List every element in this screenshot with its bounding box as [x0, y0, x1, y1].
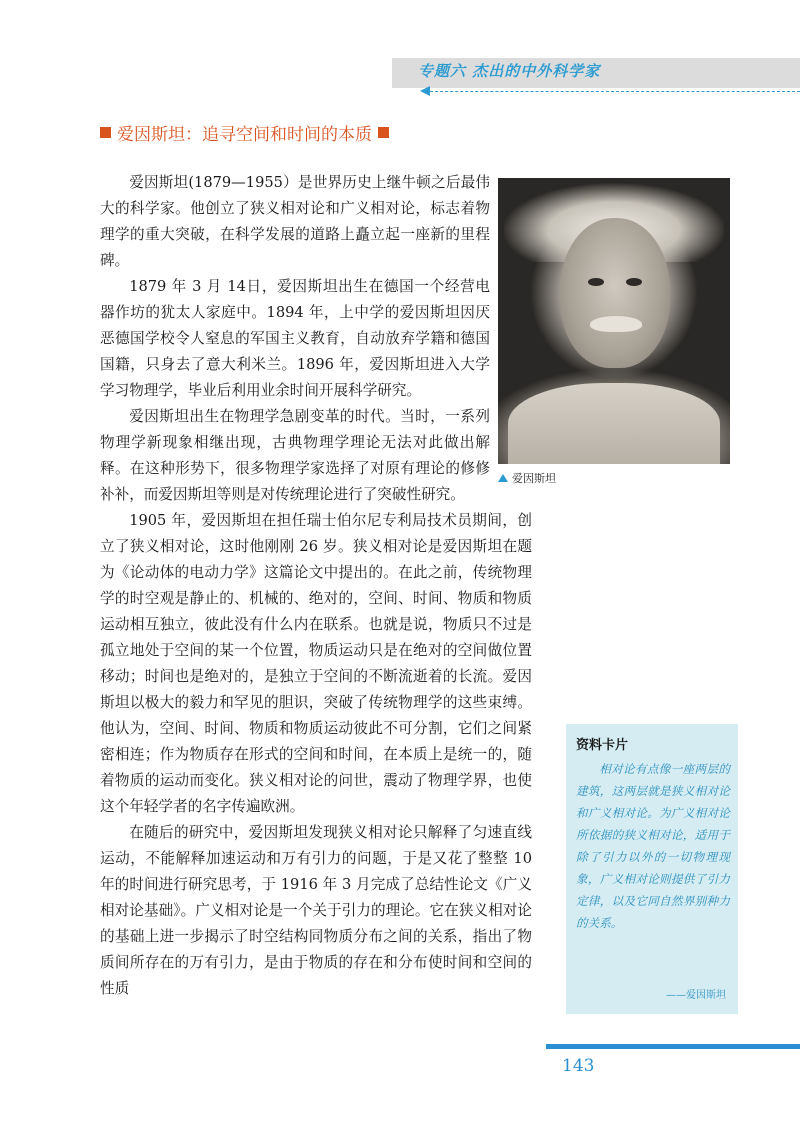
figure-caption-text: 爱因斯坦	[512, 472, 556, 485]
info-card-text: 相对论有点像一座两层的建筑，这两层就是狭义相对论和广义相对论。为广义相对论所依据的狭义相对论，适用于除了引力以外的一切物理现象，广义相对论则提供了引力定律，以及它同自然界别种力的关系。	[576, 762, 730, 930]
paragraph: 爱因斯坦(1879—1955）是世界历史上继牛顿之后最伟大的科学家。他创立了狭义相对论和广义相对论，标志着物理学的重大突破，在科学发展的道路上矗立起一座新的里程碑。	[100, 174, 490, 269]
article-body	[100, 170, 532, 1002]
header-rule	[430, 91, 800, 92]
paragraph: 1879 年 3 月 14日，爱因斯坦出生在德国一个经营电器作坊的犹太人家庭中。1894 年，上中学的爱因斯坦因厌恶德国学校令人窒息的军国主义教育，自动放弃学籍和德国国籍，只身去了意大利米兰。1896 年，爱因斯坦进入大学学习物理学，毕业后利用业余时间开展科学研究。	[100, 278, 490, 399]
page-number: 143	[562, 1056, 595, 1076]
paragraph: 1905 年，爱因斯坦在担任瑞士伯尔尼专利局技术员期间，创立了狭义相对论，这时他刚刚 26 岁。狭义相对论是爱因斯坦在题为《论动体的电动力学》这篇论文中提出的。在此之前，传统物理学的时空观是静止的、机械的、绝对的，空间、时间、物质和物质运动相互独立，彼此没有什么内在联系。也就是说，物质只不过是孤立地处于空间的某一个位置，物质运动只是在绝对的空间做位置移动；时间也是绝对的，是独立于空间的不断流逝着的长流。爱因斯坦以极大的毅力和罕见的胆识，突破了传统物理学的这些束缚。他认为，空间、时间、物质和物质运动彼此不可分割，它们之间紧密相连；作为物质存在形式的空间和时间，在本质上是统一的，随着物质的运动而变化。狭义相对论的问世，震动了物理学界，也使这个年轻学者的名字传遍欧洲。	[100, 512, 532, 815]
info-card	[566, 724, 738, 1014]
photo-eye	[626, 278, 642, 286]
running-header: 专题六 杰出的中外科学家	[418, 62, 601, 80]
square-bullet-icon	[100, 127, 111, 138]
section-title	[100, 120, 389, 145]
arrow-left-icon	[420, 86, 430, 96]
paragraph: 爱因斯坦出生在物理学急剧变革的时代。当时，一系列物理学新现象相继出现，古典物理学理论无法对此做出解释。在这种形势下，很多物理学家选择了对原有理论的修修补补，而爱因斯坦等则是对传统理论进行了突破性研究。	[100, 408, 490, 503]
photo-face	[560, 218, 670, 368]
einstein-portrait-photo	[498, 178, 730, 464]
info-card-signature: ——爱因斯坦	[666, 990, 726, 1001]
photo-sweater	[508, 383, 720, 464]
info-card-title: 资料卡片	[576, 738, 629, 753]
section-title-text: 爱因斯坦：追寻空间和时间的本质	[117, 125, 372, 145]
figure-caption	[498, 470, 556, 486]
footer-bar	[546, 1044, 800, 1049]
photo-mustache	[590, 316, 642, 332]
square-bullet-icon	[378, 127, 389, 138]
triangle-icon	[498, 474, 508, 482]
photo-eye	[588, 278, 604, 286]
paragraph: 在随后的研究中，爱因斯坦发现狭义相对论只解释了匀速直线运动，不能解释加速运动和万有引力的问题，于是又花了整整 10 年的时间进行研究思考，于 1916 年 3 月完成了总结性论文《广义相对论基础》。广义相对论是一个关于引力的理论。它在狭义相对论的基础上进一步揭示了时空结构同物质分布之间的关系，指出了物质间所存在的万有引力，是由于物质的存在和分布使时间和空间的性质	[100, 824, 532, 997]
